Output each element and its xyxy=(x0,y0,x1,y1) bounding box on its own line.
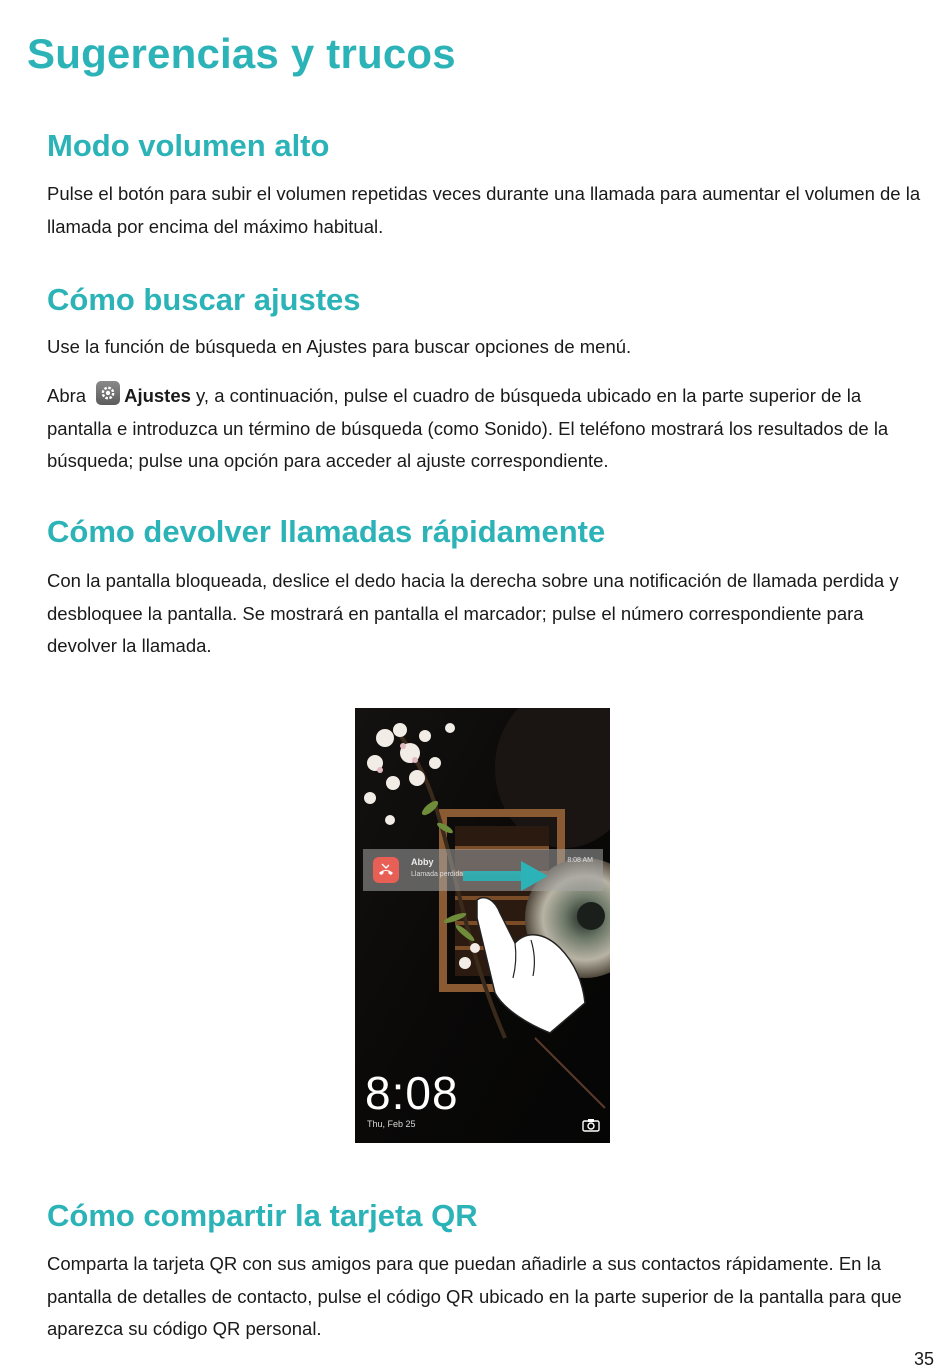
notification-time: 8:08 AM xyxy=(567,857,593,864)
paragraph-search-intro: Use la función de búsqueda en Ajustes para buscar opciones de menú. xyxy=(47,336,632,357)
paragraph-qr-card: Comparta la tarjeta QR con sus amigos para que puedan añadirle a sus contactos rápidamente. En la pantalla de detalles de contacto, pulse el código QR ubicado en la parte superior de la pantalla para que aparezca su código QR personal. xyxy=(47,1253,902,1339)
lockscreen-date: Thu, Feb 25 xyxy=(367,1119,416,1129)
section-title-search-settings: Cómo buscar ajustes xyxy=(47,282,361,317)
lockscreen-figure xyxy=(355,708,610,1143)
notification-contact-name: Abby xyxy=(411,857,434,867)
lockscreen-clock: 8:08 xyxy=(365,1067,459,1119)
paragraph-volume: Pulse el botón para subir el volumen repetidas veces durante una llamada para aumentar el volumen de la llamada por encima del máximo habitual. xyxy=(47,183,921,237)
paragraph-return-calls: Con la pantalla bloqueada, deslice el dedo hacia la derecha sobre una notificación de llamada perdida y desbloquee la pantalla. Se mostrará en pantalla el marcador; pulse el número correspondiente para devolver la llamada. xyxy=(47,570,899,656)
section-title-return-calls: Cómo devolver llamadas rápidamente xyxy=(47,514,606,549)
missed-call-icon xyxy=(373,857,399,883)
notification-subtitle: Llamada perdida xyxy=(411,871,464,878)
text-steps: y, a continuación, pulse el cuadro de búsqueda ubicado en la parte superior de la pantalla e introduzca un término de búsqueda (como Sonido). El teléfono mostrará los resultados de la búsqueda; pulse una opción para acceder al ajuste correspondiente. xyxy=(47,385,889,471)
text-open: Abra xyxy=(47,385,87,406)
settings-app-name: Ajustes xyxy=(124,385,191,406)
paragraph-search-steps xyxy=(47,380,927,478)
section-title-qr-card: Cómo compartir la tarjeta QR xyxy=(47,1198,478,1233)
camera-icon[interactable] xyxy=(582,1118,600,1132)
page-title: Sugerencias y trucos xyxy=(27,30,456,77)
page-number: 35 xyxy=(913,1349,934,1369)
section-title-volume: Modo volumen alto xyxy=(47,128,330,163)
settings-gear-icon xyxy=(96,381,120,405)
swipe-right-arrow-icon xyxy=(463,861,548,891)
